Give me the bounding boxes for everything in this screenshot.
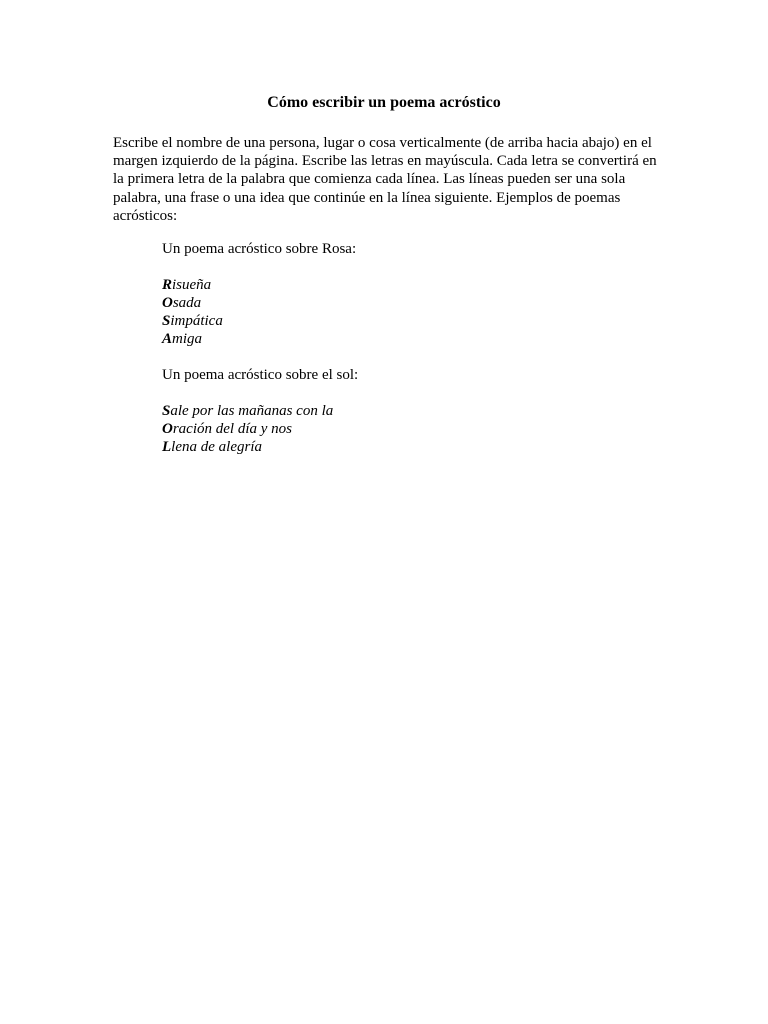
- poem-line-text: sada: [172, 295, 202, 311]
- poem-sol: [162, 402, 333, 456]
- poem-initial: S: [162, 313, 171, 329]
- poem-line-text: miga: [172, 331, 203, 347]
- poem-line: [162, 294, 223, 312]
- poem-initial: O: [162, 421, 173, 437]
- poem-line: [162, 312, 223, 330]
- poem-line: [162, 420, 333, 438]
- poem-line-text: ración del día y nos: [172, 421, 292, 437]
- intro-paragraph: Escribe el nombre de una persona, lugar o cosa verticalmente (de arriba hacia abajo) en el margen izquierdo de la página. Escribe las letras en mayúscula. Cada letra se convertirá en la primera letra de la palabra que comienza cada línea. Las líneas pueden ser una sola palabra, una frase o una idea que continúe en la línea siguiente. Ejemplos de poemas acrósticos:: [113, 135, 657, 224]
- poem-initial: R: [162, 277, 173, 293]
- poem-line: [162, 330, 223, 348]
- poem-initial: L: [162, 439, 172, 455]
- poem-line: [162, 438, 333, 456]
- poem-initial: S: [162, 403, 171, 419]
- example-heading-sol: Un poema acróstico sobre el sol:: [162, 367, 359, 383]
- poem-line-text: ale por las mañanas con la: [170, 403, 334, 419]
- poem-initial: O: [162, 295, 173, 311]
- poem-rosa: [162, 276, 223, 348]
- poem-initial: A: [162, 331, 173, 347]
- poem-line: [162, 402, 333, 420]
- poem-line-text: lena de alegría: [171, 439, 262, 455]
- example-heading-rosa: Un poema acróstico sobre Rosa:: [162, 241, 357, 257]
- page-title: Cómo escribir un poema acróstico: [267, 94, 501, 111]
- poem-line-text: isueña: [172, 277, 212, 293]
- poem-line: [162, 276, 223, 294]
- poem-line-text: impática: [170, 313, 223, 329]
